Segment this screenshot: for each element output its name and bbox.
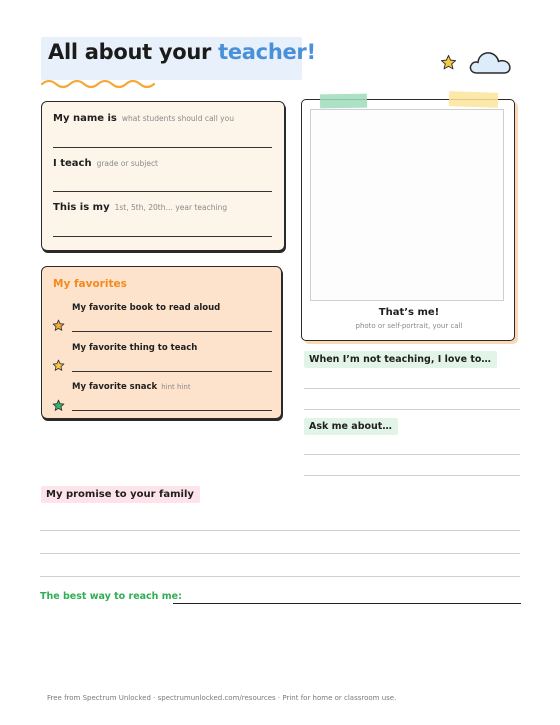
field-teach-hint: grade or subject (96, 159, 159, 168)
not-teaching-write-line[interactable] (304, 388, 520, 389)
field-teach (53, 158, 158, 169)
ask-me-write-line[interactable] (304, 454, 520, 455)
promise-write-line[interactable] (40, 530, 520, 531)
photo-area[interactable] (310, 109, 504, 301)
section-not-teaching: When I’m not teaching, I love to… (304, 351, 497, 368)
footer-text: Free from Spectrum Unlocked · spectrumunlocked.com/resources · Print for home or classroom use. (47, 694, 397, 702)
page-title (48, 40, 316, 64)
favorites-title: My favorites (53, 278, 127, 290)
field-name (53, 113, 234, 124)
favorite-book (72, 303, 220, 313)
favorite-snack-hint: hint hint (161, 383, 191, 391)
favorite-teach (72, 343, 197, 353)
field-year-label: This is my (53, 202, 110, 213)
favorite-book-label: My favorite book to read aloud (72, 303, 221, 313)
favorite-snack (72, 382, 191, 392)
title-prefix: All about your (48, 40, 219, 64)
teach-fav-write-line[interactable] (72, 371, 272, 372)
year-write-line[interactable] (53, 236, 272, 237)
promise-write-line[interactable] (40, 576, 520, 577)
promise-write-line[interactable] (40, 553, 520, 554)
reach-label: The best way to reach me: (40, 591, 182, 602)
field-teach-label: I teach (53, 158, 92, 169)
reach-write-line[interactable] (173, 603, 521, 604)
star-icon (52, 399, 65, 412)
field-year (53, 202, 227, 213)
field-name-hint: what students should call you (121, 114, 234, 123)
favorite-teach-label: My favorite thing to teach (72, 343, 198, 353)
squiggle-decoration (40, 77, 156, 89)
favorite-snack-label: My favorite snack (72, 382, 158, 392)
field-name-label: My name is (53, 113, 117, 124)
not-teaching-write-line[interactable] (304, 409, 520, 410)
tape-decoration (449, 91, 498, 108)
field-year-hint: 1st, 5th, 20th… year teaching (114, 203, 228, 212)
cloud-icon (467, 47, 513, 77)
ask-me-write-line[interactable] (304, 475, 520, 476)
star-icon (52, 359, 65, 372)
book-write-line[interactable] (72, 331, 272, 332)
section-ask-me: Ask me about… (304, 418, 398, 435)
snack-write-line[interactable] (72, 410, 272, 411)
name-write-line[interactable] (53, 147, 272, 148)
star-icon (52, 319, 65, 332)
teach-write-line[interactable] (53, 191, 272, 192)
tape-decoration (320, 94, 367, 109)
section-promise: My promise to your family (41, 486, 200, 503)
title-accent: teacher! (218, 40, 316, 64)
photo-caption: That’s me! (378, 307, 440, 318)
star-icon (440, 54, 457, 71)
photo-subcaption: photo or self-portrait, your call (355, 322, 463, 330)
